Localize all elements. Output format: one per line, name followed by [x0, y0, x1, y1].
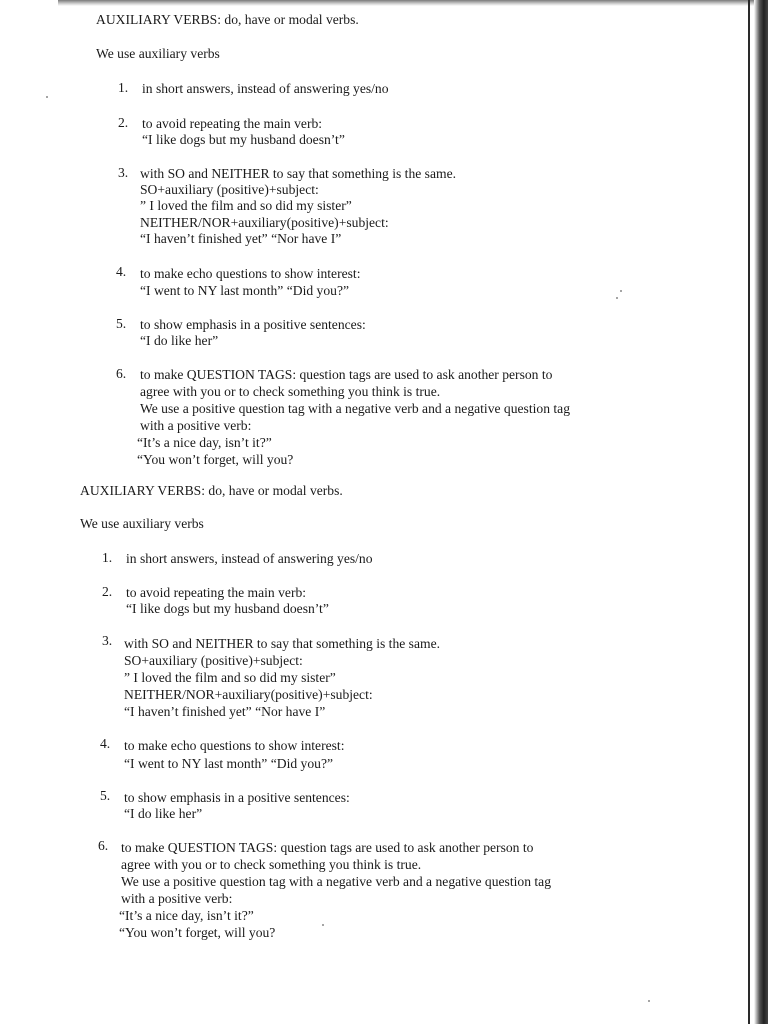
- item-line: with a positive verb:: [121, 891, 233, 906]
- item-line: “You won’t forget, will you?: [119, 925, 276, 940]
- item-line: agree with you or to check something you think is true.: [140, 384, 441, 399]
- section-intro: We use auxiliary verbs: [80, 516, 204, 531]
- item-line: to make echo questions to show interest:: [124, 738, 345, 753]
- item-line: “I do like her”: [124, 806, 203, 821]
- item-number: 6.: [116, 366, 127, 381]
- scan-speck: [648, 1000, 650, 1002]
- scan-top-edge: [58, 0, 768, 6]
- item-line: “It’s a nice day, isn’t it?”: [137, 435, 272, 450]
- item-number: 2.: [118, 115, 129, 130]
- item-line: “I went to NY last month” “Did you?”: [140, 283, 350, 298]
- item-line: SO+auxiliary (positive)+subject:: [124, 653, 303, 668]
- item-line: to avoid repeating the main verb:: [142, 116, 323, 131]
- item-number: 1.: [102, 550, 113, 565]
- section-intro: We use auxiliary verbs: [96, 46, 220, 61]
- item-line: with a positive verb:: [140, 418, 252, 433]
- item-line: in short answers, instead of answering yes/no: [126, 551, 373, 566]
- item-line: “You won’t forget, will you?: [137, 452, 294, 467]
- section-heading: AUXILIARY VERBS: do, have or modal verbs.: [96, 12, 359, 27]
- item-line: “It’s a nice day, isn’t it?”: [119, 908, 254, 923]
- item-line: NEITHER/NOR+auxiliary(positive)+subject:: [140, 215, 389, 230]
- scan-right-edge-shadow: [754, 0, 768, 1024]
- item-line: SO+auxiliary (positive)+subject:: [140, 182, 319, 197]
- item-line: agree with you or to check something you think is true.: [121, 857, 422, 872]
- item-line: to avoid repeating the main verb:: [126, 585, 307, 600]
- item-line: “I like dogs but my husband doesn’t”: [126, 601, 329, 616]
- item-number: 3.: [118, 165, 129, 180]
- item-line: to make QUESTION TAGS: question tags are used to ask another person to: [140, 367, 553, 382]
- item-number: 2.: [102, 584, 113, 599]
- item-line: We use a positive question tag with a negative verb and a negative question tag: [121, 874, 552, 889]
- item-number: 3.: [102, 633, 113, 648]
- scan-right-edge-line: [748, 0, 750, 1024]
- item-line: We use a positive question tag with a negative verb and a negative question tag: [140, 401, 571, 416]
- item-number: 4.: [116, 264, 127, 279]
- item-line: to show emphasis in a positive sentences:: [124, 790, 350, 805]
- item-line: “I haven’t finished yet” “Nor have I”: [124, 704, 326, 719]
- item-line: NEITHER/NOR+auxiliary(positive)+subject:: [124, 687, 373, 702]
- item-number: 4.: [100, 736, 111, 751]
- item-line: ” I loved the film and so did my sister”: [124, 670, 336, 685]
- item-line: ” I loved the film and so did my sister”: [140, 198, 352, 213]
- item-number: 1.: [118, 80, 129, 95]
- item-line: “I do like her”: [140, 333, 219, 348]
- scan-speck: [616, 297, 618, 299]
- section-heading: AUXILIARY VERBS: do, have or modal verbs.: [80, 483, 343, 498]
- item-line: with SO and NEITHER to say that something is the same.: [140, 166, 457, 181]
- item-line: to make QUESTION TAGS: question tags are used to ask another person to: [121, 840, 534, 855]
- scan-speck: [46, 96, 48, 98]
- item-line: to make echo questions to show interest:: [140, 266, 361, 281]
- item-line: “I went to NY last month” “Did you?”: [124, 756, 334, 771]
- scan-speck: [322, 924, 324, 926]
- item-number: 6.: [98, 838, 109, 853]
- scan-speck: [620, 290, 622, 292]
- item-number: 5.: [116, 316, 127, 331]
- item-line: with SO and NEITHER to say that something is the same.: [124, 636, 441, 651]
- item-line: “I haven’t finished yet” “Nor have I”: [140, 231, 342, 246]
- item-line: in short answers, instead of answering yes/no: [142, 81, 389, 96]
- item-number: 5.: [100, 788, 111, 803]
- item-line: “I like dogs but my husband doesn’t”: [142, 132, 345, 147]
- item-line: to show emphasis in a positive sentences:: [140, 317, 366, 332]
